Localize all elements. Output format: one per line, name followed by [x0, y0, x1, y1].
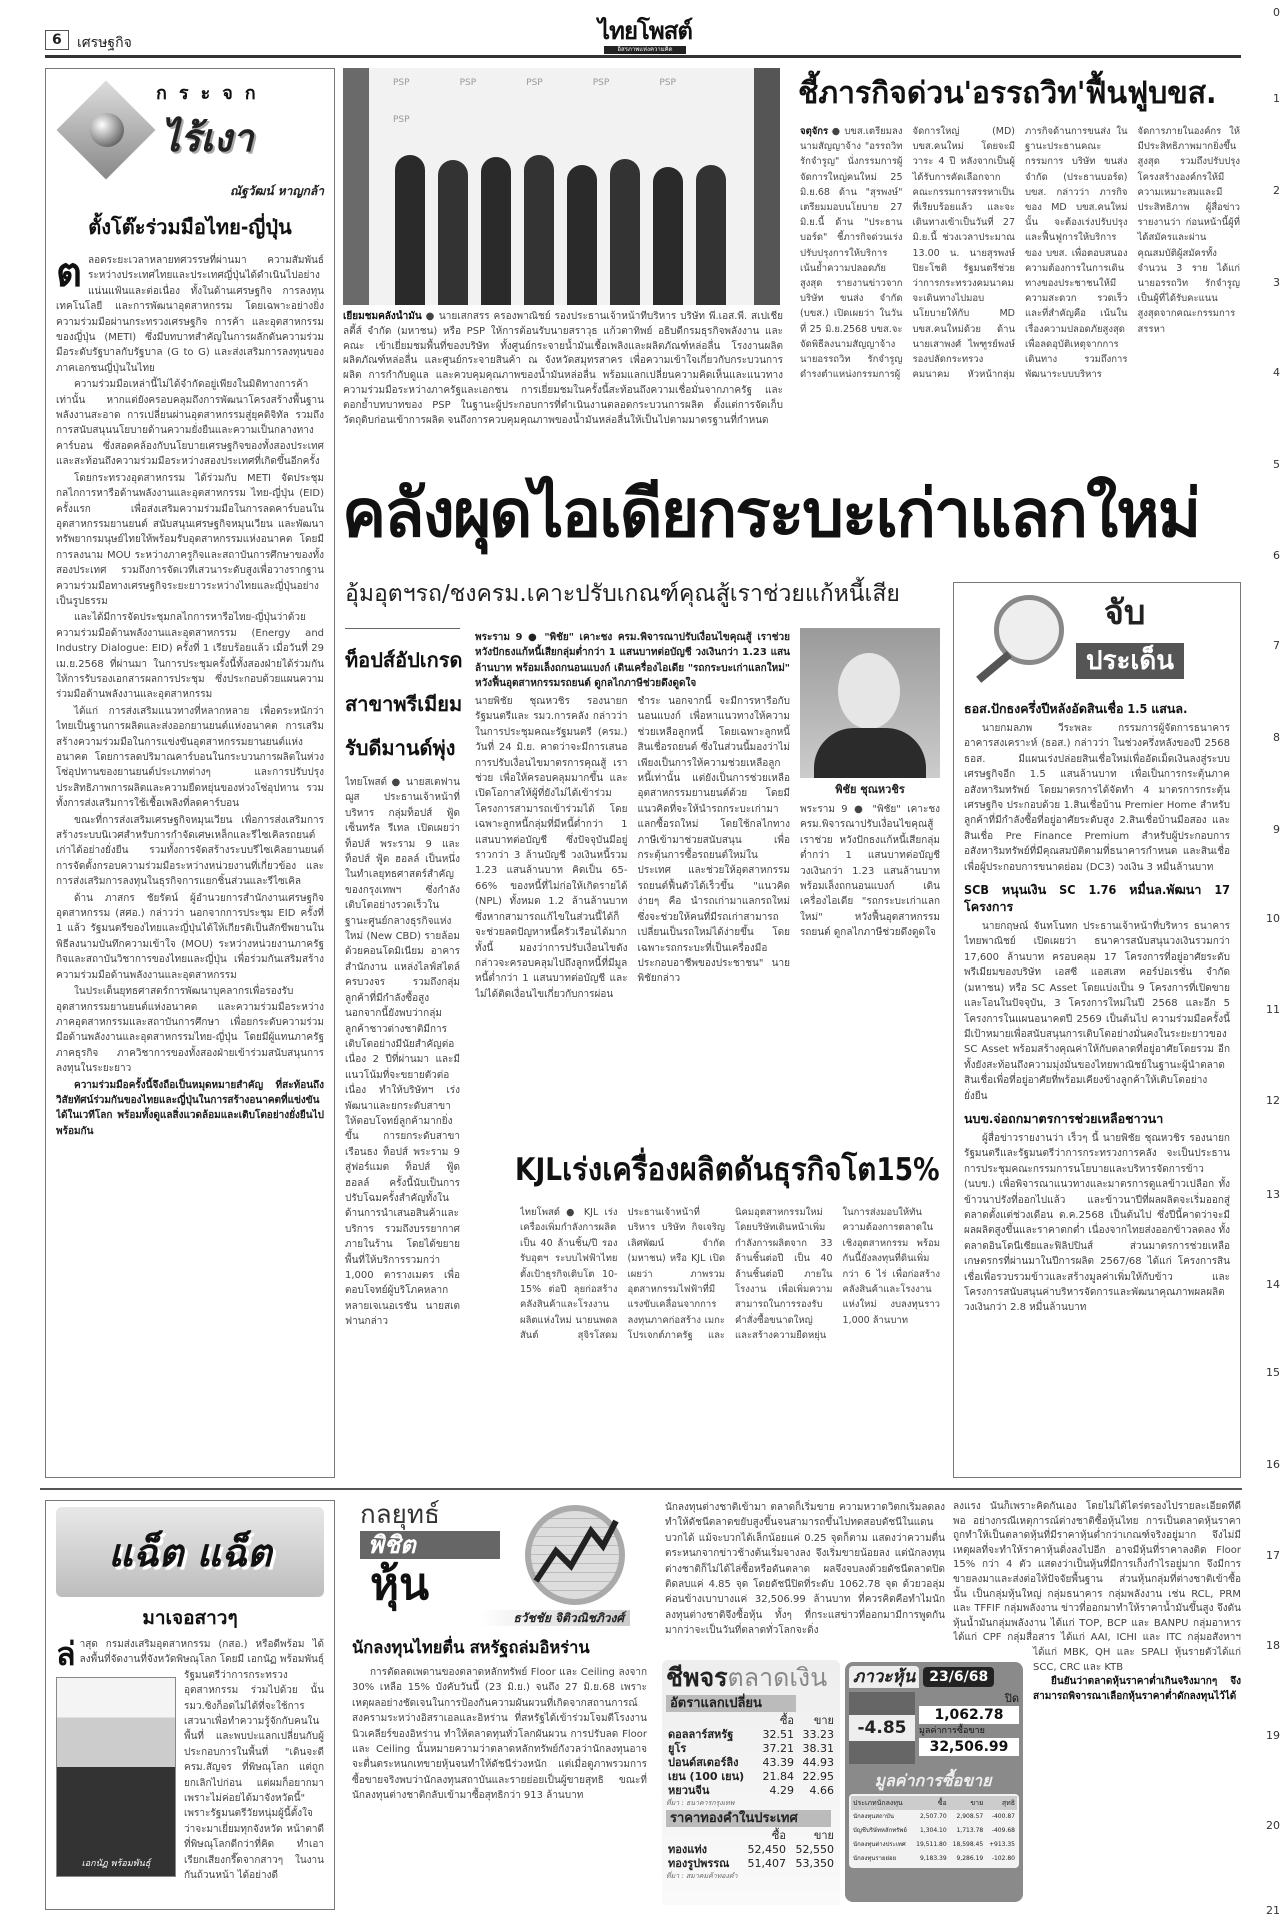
paragraph: ลอดระยะเวลาหลายทศวรรษที่ผ่านมา ความสัมพันธ์ระหว่างประเทศไทยและประเทศญี่ปุ่นได้ดำเนินไปอย่างแน่นแฟ้นและต่อเนื่อง ทั้งในด้านเศรษฐกิจ การลงทุน เทคโนโลยี และการพัฒนาอุตสาหกรรม โดยเฉพาะอย่างยิ่ง ความร่วมมือผ่านกระทรวงเศรษฐกิจ การค้า และอุตสาหกรรมของญี่ปุ่น (METI) ซึ่งมีบทบาทสำคัญในการผลักดันความร่วมมือระดับรัฐบาลกับรัฐบาล (G to G) และส่งเสริมการลงทุนของภาคเอกชนญี่ปุ่นในไทย: [56, 255, 324, 374]
gold-source: ที่มา : สมาคมค้าทองคำ: [666, 1872, 738, 1880]
paragraph: ได้แก่ การส่งเสริมแนวทางที่หลากหลาย เพื่อตระหนักว่าไทยเป็นฐานการผลิตและส่งออกยานยนต์แห่งอนาคต การเสริมสร้างความร่วมมือในการแข่งขันอุตสาหกรรมยานยนต์แห่งอนาคต โดยการลดปริมาณคาร์บอนในกระบวนการผลิตในห่วงโซ่อุปทานของยานยนต์ประเภทต่างๆ และการปรับปรุงประสิทธิภาพการผลิตและความยืดหยุ่นของห่วงโซ่อุปทาน รวมทั้งการส่งเสริมการใช้เชื้อเพลิงที่ลดคาร์บอน: [56, 705, 324, 810]
col-sell: ขาย: [813, 1714, 834, 1727]
item-body: ผู้สื่อข่าวรายงานว่า เร็วๆ นี้ นายพิชัย ชุณหวชิร รองนายกรัฐมนตรีและรัฐมนตรีว่าการกระทรวงการคลัง จะเป็นประธานการประชุมคณะกรรมการนโยบายและบริหารจัดการข้าว (นบข.) เพื่อพิจารณาแนวทางและมาตรการดูแลข้าวเปลือก ทั้งข้าวนาปรังที่ออกไปแล้ว และข้าวนาปีที่ผลผลิตจะเริ่มออกสู่ตลาดตั้งแต่ช่วงเดือน ต.ค.2568 เป็นต้นไป ซึ่งปีนี้คาดว่าจะมีผลผลิตสูงขึ้นและราคาตกต่ำ เนื่องจากไทยส่งออกข้าวลดลง ทั้งตลาดอินโดนีเซียและฟิลิปปินส์ ส่วนมาตรการช่วยเหลือเกษตรกรที่ผ่านมาในปีการผลิต 2567/68 ได้แก่ โครงการสินเชื่อเพื่อรวบรวมข้าวและสร้างมูลค่าเพิ่มให้กับข้าว และโครงการสนับสนุนค่าบริหารจัดการและพัฒนาคุณภาพผลผลิต วงเงินกว่า 2.8 หมื่นล้านบาท: [964, 1132, 1230, 1314]
item-body: นายกมลภพ วีระพละ กรรมการผู้จัดการธนาคารอาคารสงเคราะห์ (ธอส.) กล่าวว่า ในช่วงครึ่งหลังของปี 2568 ธอส. มีแผนเร่งปล่อยสินเชื่อใหม่เพื่ออัดเม็ดเงินลงสู่ระบบเศรษฐกิจอีก 1.5 แสนล้านบาท เพื่อเป็นการกระตุ้นภาคอสังหาริมทรัพย์ โดยมาตรการได้จัดทำ 4 มาตรการกระตุ้นเศรษฐกิจ ประกอบด้วย 1.สินเชื่อบ้าน Premier Home สำหรับลูกค้าที่มีกำลังซื้อที่อยู่อาศัยระดับสูง 2.สินเชื่อบ้านมือสอง และสินเชื่อ Pre Finance Premium สำหรับผู้ประกอบการอสังหาริมทรัพย์ที่มีคุณสมบัติตามที่ธนาคารกำหนด และสินเชื่อเพื่อผู้ประกอบการขนาดย่อม (DC3) วงเงิน 3 หมื่นล้านบาท: [964, 723, 1230, 873]
ruler-mark: 6: [1273, 549, 1280, 562]
fx-row: ปอนด์สเตอร์ลิง 43.39 44.93: [668, 1756, 834, 1769]
ruler-mark: 19: [1266, 1729, 1280, 1742]
ruler-mark: 14: [1266, 1278, 1280, 1291]
lead-subheadline: อุ้มอุตฯรถ/ชงครม.เคาะปรับเกณฑ์คุณสู้เราช่วยแก้หนี้เสีย: [345, 581, 900, 607]
section-name: เศรษฐกิจ: [77, 35, 132, 51]
ruler-mark: 5: [1273, 458, 1280, 471]
stock-strategy-body: [352, 1665, 647, 1910]
fx-source: ที่มา : ธนาคารกรุงเทพ: [666, 1799, 735, 1807]
fx-row: เยน (100 เยน) 21.84 22.95: [668, 1770, 834, 1783]
market-title: ภาวะหุ้น: [849, 1666, 919, 1688]
gold-heading: ราคาทองคำในประเทศ: [666, 1810, 831, 1827]
story-text: การตัดลดเพดานของตลาดหลักทรัพย์ Floor และ Ceiling ลงจาก 30% เหลือ 15% บังคับวันนี้ (23 มิ.ย.) จนถึง 27 มิ.ย.68 เพราะเหตุผลอย่างชัดเจนในการป้องกันความผันผวนที่เกิดจากสถานการณ์สงครามระหว่างอิสราเอลและอิหร่าน ที่สหรัฐได้เข้าร่วมโจมตีโรงงานนิวเคลียร์ของอิหร่าน ทำให้ตลาดทุนทั่วโลกผันผวน การปรับลด Floor และ Ceiling นั้นหมายความว่าตลาดหลักทรัพย์กังวลว่านักลงทุนอาจจะตื่นตระหนกเทขายหุ้นจนทำให้ดัชนีร่วงหนัก แต่เมื่อดูภาพรวมการซื้อขายจริงพบว่านักลงทุนสถาบันและรายย่อยเป็นผู้ขายสุทธิ ขณะที่นักลงทุนต่างชาติกลับเข้ามาซื้อสุทธิกว่า 913 ล้านบาท: [352, 1667, 647, 1802]
column-logo-top: กระจก: [156, 83, 268, 104]
ruler-mark: 2: [1273, 184, 1280, 197]
stock-strategy-logo: [350, 1500, 650, 1628]
index-change: [849, 1692, 915, 1764]
trade-value: 32,506.99: [919, 1738, 1019, 1756]
chet-chet-title: มาเจอสาวๆ: [142, 1607, 238, 1629]
column-jab-prakden: [953, 582, 1241, 1478]
paragraph: ในประเด็นยุทธศาสตร์การพัฒนาบุคลากรเพื่อรองรับอุตสาหกรรมยานยนต์แห่งอนาคต และความร่วมมือระหว่างภาคอุตสาหกรรมและสถาบันการศึกษา เพื่อยกระดับความร่วมมือด้านพลังงานและอุตสาหกรรมไทย-ญี่ปุ่น โดยมีผู้แทนภาครัฐภาคธุรกิจ ภาควิชาการของทั้งสองฝ่ายเข้าร่วมสนับสนุนการลงทุนในระยะยาว: [56, 986, 324, 1075]
chet-chet-logo: [56, 1507, 324, 1597]
photo-caption: เอกนัฏ พร้อมพันธุ์: [81, 1858, 151, 1869]
psp-logo: PSP: [526, 78, 543, 88]
paragraph: ขณะที่การส่งเสริมเศรษฐกิจหมุนเวียน เพื่อการส่งเสริมการสร้างระบบนิเวศสำหรับการกำจัดเศษเหล็กและรีไซเคิลรถยนต์เก่าได้อย่างยั่งยืน รวมทั้งการจัดสร้างระบบรีไซเคิลยานยนต์ การจัดตั้งกรอบความร่วมมือระหว่างหน่วยงานที่เกี่ยวข้อง และการส่งเสริมการลงทุนในธุรกิจการแยกชิ้นส่วนและรีไซเคิล: [56, 814, 324, 888]
jab-prakden-logo: [964, 591, 1230, 696]
value-label: มูลค่าการซื้อขาย: [919, 1726, 985, 1736]
market-date: 23/6/68: [923, 1667, 994, 1687]
logo-bottom-text: ประเด็น: [1076, 643, 1184, 679]
stock-chart-icon: [525, 1505, 625, 1605]
investor-table-title: มูลค่าการซื้อขาย: [874, 1771, 992, 1790]
drop-cap: ล่: [56, 1637, 76, 1673]
ruler-mark: 9: [1273, 823, 1280, 836]
psp-logo: PSP: [393, 78, 410, 88]
magnifier-handle: [976, 651, 1012, 683]
psp-logo: PSP: [659, 78, 676, 88]
column-logo-bottom: ไร้เงา: [161, 116, 254, 160]
masthead-tagline: อิสรภาพแห่งความคิด: [604, 46, 686, 54]
page-header: [45, 17, 1241, 58]
money-pulse-box: [662, 1660, 840, 1905]
logo-top-text: กลยุทธ์: [360, 1500, 440, 1530]
item-title: ธอส.ปักธงครึ่งปีหลังอัดสินเชื่อ 1.5 แสนล.: [964, 701, 1188, 716]
ruler-mark: 3: [1273, 276, 1280, 289]
ruler-mark: 18: [1266, 1639, 1280, 1652]
story-text: พระราม 9 ● "พิชัย" เคาะชง ครม.พิจารณาปรับเงื่อนไขคุณสู้ เราช่วย หวังปักธงแก้หนี้เสียกลุ่มต่ำกว่า 1 แสนบาทต่อบัญชี วงเงินกว่า 1.23 แสนล้านบาท พร้อมเล็งถกนอนแบงก์ เดินเครื่องไอเดีย "รถกระบะเก่าแลกใหม่" หวังฟื้นอุตสาหกรรมรถยนต์ ดูกลไกภาษีช่วยดึงดูดใจ: [800, 804, 940, 939]
story-text: ไทยโพสต์ ● KJL เร่งเครื่องเพิ่มกำลังการผลิตเป็น 40 ล้านชิ้น/ปี รองรับอุตฯ ระบบไฟฟ้าไทย ตั้งเป้าธุรกิจเติบโต 10-15% ต่อปี ลุยก่อสร้างคลังสินค้าและโรงงานผลิตแห่งใหม่ นายนพดลสันต์ สุจิรโสดม ประธานเจ้าหน้าที่บริหาร บริษัท กิจเจริญ เลิศพัฒน์ จำกัด (มหาชน) หรือ KJL เปิดเผยว่า ภาพรวมอุตสาหกรรมไฟฟ้าที่มีแรงขับเคลื่อนจากการลงทุนภาคก่อสร้าง เมกะโปรเจกต์ภาครัฐ และนิคมอุตสาหกรรมใหม่ โดยบริษัทเดินหน้าเพิ่มกำลังการผลิตจาก 33 ล้านชิ้นต่อปี เป็น 40 ล้านชิ้นต่อปี ภายในโรงงาน เพื่อเพิ่มความสามารถในการรองรับคำสั่งซื้อขนาดใหญ่ และสร้างความยืดหยุ่นในการส่งมอบให้ทันความต้องการตลาดในเชิงอุตสาหกรรม พร้อมกันนี้ยังลงทุนที่ดินเพิ่มกว่า 6 ไร่ เพื่อก่อสร้างคลังสินค้าและโรงงานแห่งใหม่ งบลงทุนราว 1,000 ล้านบาท: [520, 1207, 940, 1342]
paragraph: โดยกระทรวงอุตสาหกรรม ได้ร่วมกับ METI จัดประชุมกลไกการหารือด้านพลังงานและอุตสาหกรรม ไทย-ญี่ปุ่น (EID) ครั้งแรก เพื่อส่งเสริมความร่วมมือในการลดคาร์บอนในอุตสาหกรรมยานยนต์ สนับสนุนเศรษฐกิจหมุนเวียน และพัฒนาทรัพยากรมนุษย์ไทยให้พร้อมรับอุตสาหกรรมแห่งอนาคต โดยมีการลงนาม MOU ระหว่างภาครูกิจและสถาบันการศึกษาของทั้งสองประเทศ รวมถึงการจัดเวทีเสวนาระดับสูงเพื่อวางรากฐานความร่วมมือทางเศรษฐกิจระยะยาวระหว่างไทยและญี่ปุ่นอย่างเป็นรูปธรรม: [56, 472, 324, 607]
story-text: ไทยโพสต์ ● นายสเตฟาน ฌูส ประธานเจ้าหน้าที่บริหาร กลุ่มท็อปส์ ฟู้ด เซ็นทรัล รีเทล เปิดเผยว่า ท็อปส์ พระราม 9 และ ท็อปส์ ฟู้ด ฮอลล์ เป็นหนึ่งในทำเลยุทธศาสตร์สำคัญของกรุงเทพฯ ซึ่งกำลังเติบโตอย่างรวดเร็วในฐานะศูนย์กลางธุรกิจแห่งใหม่ (New CBD) รายล้อมด้วยคอนโดมิเนียม อาคารสำนักงาน แหล่งไลฟ์สไตล์ครบวงจร รวมถึงกลุ่มลูกค้าที่มีกำลังซื้อสูง นอกจากนี้ยังพบว่ากลุ่มลูกค้าชาวต่างชาติมีการเติบโตอย่างมีนัยสำคัญต่อเนื่อง 2 ปีที่ผ่านมา และมีแนวโน้มที่จะขยายตัวต่อเนื่อง ทำให้บริษัทฯ เร่งพัฒนาและยกระดับสาขาให้ตอบโจทย์ลูกค้ามากยิ่งขึ้น การยกระดับสาขาเรือนธง ท็อปส์ พระราม 9 สู่ฟอร์แมต ท็อปส์ ฟู้ด ฮอลล์ ครั้งนี้นับเป็นการปรับโฉมครั้งสำคัญทั้งในด้านการนำเสนอสินค้าและบริการ รวมถึงบรรยากาศภายในร้าน โดยได้ขยายพื้นที่ให้บริการรวมกว่า 1,000 ตารางเมตร เพื่อตอบโจทย์ผู้บริโภคหลากหลายเจเนอเรชัน นายสเตฟานกล่าว: [345, 777, 460, 1328]
masthead-logo: [590, 16, 700, 54]
ruler-mark: 10: [1266, 912, 1280, 925]
caption-text: นายเสกสรร ครองพาณิชย์ รองประธานเจ้าหน้าที่บริหาร บริษัท พี.เอส.พี. สเปเชียลตี้ส์ จำกัด (มหาชน) หรือ PSP ให้การต้อนรับนายสราวุธ แก้วตาทิพย์ อธิบดีกรมธุรกิจพลังงาน และคณะ เข้าเยี่ยมชมพื้นที่ของบริษัท ทั้งศูนย์กระจายน้ำมันเชื้อเพลิงและผลิตภัณฑ์หล่อลื่น โรงงานผลิตผลิตภัณฑ์หล่อลื่น และศูนย์กระจายสินค้า ณ จังหวัดสมุทรสาคร เพื่อความเข้าใจเกี่ยวกับกระบวนการผลิต การกำกับดูแล และควบคุมคุณภาพของน้ำมันหล่อลื่น พร้อมแลกเปลี่ยนความคิดเห็นและแนวทางความร่วมมือระหว่างภาครัฐและเอกชน การเยี่ยมชมในครั้งนี้สะท้อนถึงความเชื่อมั่นจากภาครัฐ และตอกย้ำบทบาทของ PSP ในฐานะผู้ประกอบการที่ดำเนินงานตลอดกระบวนการผลิต ตั้งแต่การจัดเก็บวัตถุดิบก่อนเข้าการผลิต จนถึงการควบคุมคุณภาพของน้ำมันหล่อลื่นให้เป็นไปตามมาตรฐานที่กำหนด: [343, 311, 783, 426]
ruler-mark: 12: [1266, 1094, 1280, 1107]
portrait-photo: [800, 628, 940, 778]
col-buy: ซื้อ: [771, 1829, 786, 1842]
psp-logo: PSP: [459, 78, 477, 88]
tops-headline-line: รับดีมานด์พุ่ง: [345, 736, 456, 760]
stock-strategy-title: นักลงทุนไทยตื่น สหรัฐถล่มอิหร่าน: [352, 1638, 590, 1657]
fx-row: ดอลลาร์สหรัฐ 32.51 33.23: [668, 1728, 834, 1741]
chet-chet-logo-text: แฉ็ต แฉ็ต: [108, 1530, 272, 1575]
drop-cap: ต: [56, 253, 82, 296]
portrait-caption: พิชัย ชุณหวชิร: [835, 783, 905, 796]
photo-caption: เยี่ยมชมคลังน้ำมัน ● นายเสกสรร ครองพาณิชย์ รองประธานเจ้าหน้าที่บริหาร บริษัท พี.เอส.พี. สเปเชียลตี้ส์ จำกัด (มหาชน) หรือ PSP ให้การต้อนรับนายสราวุธ แก้วตาทิพย์ อธิบดีกรมธุรกิจพลังงาน และคณะ เข้าเยี่ยมชมพื้นที่ของบริษัท ทั้งศูนย์กระจายน้ำมันเชื้อเพลิงและผลิตภัณฑ์หล่อลื่น โรงงานผลิตผลิตภัณฑ์หล่อลื่น และศูนย์กระจายสินค้า ณ จังหวัดสมุทรสาคร เพื่อความเข้าใจเกี่ยวกับกระบวนการผลิต การกำกับดูแล และควบคุมคุณภาพของน้ำมันหล่อลื่น พร้อมแลกเปลี่ยนความคิดเห็นและแนวทางความร่วมมือระหว่างภาครัฐและเอกชน การเยี่ยมชมในครั้งนี้สะท้อนถึงความเชื่อมั่นจากภาครัฐ และตอกย้ำบทบาทของ PSP ในฐานะผู้ประกอบการที่ดำเนินงานตลอดกระบวนการผลิต ตั้งแต่การจัดเก็บวัตถุดิบก่อนเข้าการผลิต จนถึงการควบคุมคุณภาพของน้ำมันหล่อลื่นให้เป็นไปตามมาตรฐานที่กำหนด: [343, 311, 783, 426]
lead-intro: [475, 630, 790, 692]
close-label: ปิด: [1004, 1692, 1019, 1705]
lead-intro-text: พระราม 9 ● "พิชัย" เคาะชง ครม.พิจารณาปรับเงื่อนไขคุณสู้ เราช่วย หวังปักธงแก้หนี้เสียกลุ่มต่ำกว่า 1 แสนบาทต่อบัญชี วงเงินกว่า 1.23 แสนล้านบาท พร้อมเล็งถกนอนแบงก์ เดินเครื่องไอเดีย "รถกระบะเก่าแลกใหม่" หวังฟื้นอุตสาหกรรมรถยนต์ ดูกลไกภาษีช่วยดึงดูดใจ: [475, 632, 790, 690]
stock-strategy-body-2: [665, 1500, 945, 1656]
fx-heading: อัตราแลกเปลี่ยน: [666, 1695, 796, 1712]
tops-headline-line: สาขาพรีเมียม: [345, 692, 463, 716]
ruler-mark: 21: [1266, 1904, 1280, 1917]
column-author: ณัฐวัฒน์ หาญกล้า: [230, 184, 324, 198]
ruler-mark: 7: [1273, 639, 1280, 652]
globe-icon: [90, 113, 124, 147]
ruler-mark: 15: [1266, 1366, 1280, 1379]
paragraph: ความร่วมมือเหล่านี้ไม่ได้จำกัดอยู่เพียงในมิติทางการค้าเท่านั้น หากแต่ยังครอบคลุมถึงการพัฒนาโครงสร้างพื้นฐาน พลังงานสะอาด การเปลี่ยนผ่านอุตสาหกรรมสู่ยุคดิจิทัล รวมถึงการสนับสนุนนโยบายด้านความยั่งยืนและความเป็นกลางทางคาร์บอน ซึ่งสอดคล้องกับนโยบายเศรษฐกิจของทั้งสองประเทศ และสะท้อนถึงความร่วมมือระหว่างสองประเทศที่เกิดขึ้นอีกครั้ง: [56, 379, 324, 468]
story-bks-body: จตุจักร ● บขส.เตรียมลงนามสัญญาจ้าง "อรรถวิท รักจำรูญ" นั่งกรรมการผู้จัดการใหญ่คนใหม่ 25 มิ.ย.68 ด้าน "สุรพงษ์" เตรียมมอบนโยบาย 27 มิ.ย.นี้ ด้าน "ประธานบอร์ด" ชี้ภารกิจด่วนเร่งปรับปรุงการให้บริการ เน้นย้ำความปลอดภัยสูงสุด รายงานข่าวจากบริษัท ขนส่ง จำกัด (บขส.) เปิดเผยว่า ในวันที่ 25 มิ.ย.2568 บขส.จะจัดพิธีลงนามสัญญาจ้างนายอรรถวิท รักจำรูญ ดำรงตำแหน่งกรรมการผู้จัดการใหญ่ (MD) บขส.คนใหม่ โดยจะมีวาระ 4 ปี หลังจากเป็นผู้ได้รับการคัดเลือกจากคณะกรรมการสรรหาเป็นที่เรียบร้อยแล้ว และจะเดินทางเข้าเป็นวันที่ 27 มิ.ย.นี้ ช่วงเวลาประมาณ 13.00 น. นายสุรพงษ์ ปิยะโชติ รัฐมนตรีช่วยว่าการกระทรวงคมนาคม จะเดินทางไปมอบนโยบายให้กับ MD บขส.คนใหม่ด้วย ด้านนายเสาพงศ์ ไพฑูรย์พงษ์ รองปลัดกระทรวงคมนาคม หัวหน้ากลุ่มภารกิจด้านการขนส่ง ในฐานะประธานคณะกรรมการ บริษัท ขนส่ง จำกัด (ประธานบอร์ด) บขส. กล่าวว่า ภารกิจของ MD บขส.คนใหม่นั้น จะต้องเร่งปรับปรุงและฟื้นฟูการให้บริการของ บขส. เพื่อตอบสนองความต้องการในการเดินทางของประชาชนให้มีความสะดวก รวดเร็ว และที่สำคัญคือ เน้นในเรื่องความปลอดภัยสูงสุด เพื่อลดอุบัติเหตุจากการเดินทาง รวมถึงการพัฒนาระบบบริหารจัดการภายในองค์กร ให้มีประสิทธิภาพมากยิ่งขึ้น สูงสุด รวมถึงปรับปรุงโครงสร้างองค์กรให้มีความเหมาะสมและมีประสิทธิภาพ ผู้สื่อข่าวรายงานว่า ก่อนหน้านี้ผู้ที่ได้สมัครและผ่านคุณสมบัติผู้สมัครทั้งจำนวน 3 ราย ได้แก่ นายอรรถวิท รักจำรูญ เป็นผู้ที่ได้รับคะแนนสูงสุดจากคณะกรรมการสรรหา: [800, 126, 1240, 381]
story-text: นักลงทุนต่างชาติเข้ามา ตลาดก็เริ่มขาย ความหวาดวิตกเริ่มลดลง ทำให้ดัชนีตลาดขยับสูงขึ้นจนสามารถขึ้นไปทดสอบดัชนีในแดนบวกได้ แม้จะบวกได้เล็กน้อยแค่ 0.25 จุดก็ตาม แสดงว่าความตื่นตระหนกจากข่าวช้างต้นเริ่มจางลง จึงเริ่มขายน้อยลง แต่นักลงทุนต่างชาติก็ไม่ได้ไล่ซื้อหรือดันตลาด ผลจึงจบลงด้วยดัชนีตลาดปิดติดลบแค่ 4.85 จุด โดยดัชนีปิดที่ระดับ 1062.78 จุด ด้วยวอลุ่มค่อนข้างเบาบางแค่ 32,506.99 ล้านบาท ที่ควรคิดคือทำไมนักลงทุนต่างชาติจึงซื้อหุ้น ทั้งๆ ที่กระแสข่าวที่ออกมามีการพูดกันมากว่าจะเป็นวันที่ตลาดทั่วโลกจะดิ่ง: [665, 1502, 945, 1637]
item-body: นายกฤษณ์ จันทโนทก ประธานเจ้าหน้าที่บริหาร ธนาคารไทยพาณิชย์ เปิดเผยว่า ธนาคารสนับสนุนวงเงินรวมกว่า 17,600 ล้านบาท ครอบคลุม 17 โครงการที่อยู่อาศัยระดับพรีเมียมของบริษัท เอสซี แอสเสท คอร์ปอเรชั่น จำกัด (มหาชน) หรือ SC Asset โดยแบ่งเป็น 9 โครงการที่เปิดขายและโอนในปัจจุบัน, 3 โครงการใหม่ในปี 2568 และอีก 5 โครงการในแผนอนาคตปี 2569 เป็นต้นไป ความร่วมมือครั้งนี้มีเป้าหมายเพื่อสนับสนุนการเติบโตอย่างมั่นคงในระยะยาวของ SC Asset พร้อมสร้างคุณค่าให้กับตลาดที่อยู่อาศัยโดยรวม อีกทั้งยังสะท้อนถึงความมุ่งมั่นของไทยพาณิชย์ในฐานะผู้นำตลาดสินเชื่อเพื่อที่อยู่อาศัยที่พร้อมเคียงข้างลูกค้าให้เติบโตอย่างยั่งยืน: [964, 921, 1230, 1102]
column-title: ตั้งโต๊ะร่วมมือไทย-ญี่ปุ่น: [88, 215, 292, 239]
logo-big-text: หุ้น: [370, 1559, 430, 1610]
paragraph: และได้มีการจัดประชุมกลไกการหารือไทย-ญี่ปุ่นว่าด้วยความร่วมมือด้านพลังงานและอุตสาหกรรม (Energy and Industry Dialogue: EID) ครั้งที่ 1 เรียบร้อยแล้ว เมื่อวันที่ 29 เม.ย.2568 ที่ผ่านมา ในการประชุมครั้งนี้ทั้งสองฝ่ายได้ร่วมกันให้การรับรองเอกสารผลการประชุม ซึ่งประกอบด้วยแผนความร่วมมือด้านพลังงานและอุตสาหกรรม: [56, 612, 324, 701]
lead-body: [475, 694, 790, 1142]
investor-row: นักลงทุนรายย่อย 9,183.39 9,286.19 -102.80: [853, 1855, 1015, 1862]
divider: [345, 628, 460, 629]
logo-mid-text: พิชิต: [360, 1531, 500, 1559]
investor-row: นักลงทุนสถาบัน 2,507.70 2,908.57 -400.87: [853, 1813, 1015, 1820]
ruler-mark: 0: [1273, 6, 1280, 19]
gold-row: ทองแท่ง 52,450 52,550: [668, 1843, 834, 1856]
gold-table: [666, 1829, 836, 1871]
ruler-mark: 8: [1273, 731, 1280, 744]
gold-row: ทองรูปพรรณ 51,407 53,350: [668, 1857, 834, 1870]
closing-paragraph: ความร่วมมือครั้งนี้จึงถือเป็นหมุดหมายสำคัญ ที่สะท้อนถึงวิสัยทัศน์ร่วมกันของไทยและญี่ปุ่นในการสร้างอนาคตที่แข่งขันได้ในเวทีโลก พร้อมทั้งดูแลสิ่งแวดล้อมและเติบโตอย่างยั่งยืนไปพร้อมกัน: [56, 1079, 324, 1137]
lead-body-continued: [800, 802, 940, 1142]
ruler-mark: 1: [1273, 92, 1280, 105]
column-chet-chet: [45, 1500, 335, 1910]
ruler-mark: 13: [1266, 1188, 1280, 1201]
page-ruler: [1260, 0, 1286, 1920]
ruler-mark: 11: [1266, 1003, 1280, 1016]
story-text: ลงแรง นั่นก็เพราะคิดกันเอง โดยไม่ได้ไตร่ตรองไปรายละเอียดที่ดีพอ อย่างกรณีเหตุการณ์ต่างชาติซื้อหุ้นไทย การเป็นตลาดหุ้นราคาถูกทำให้เป็นตลาดหุ้นที่มีราคาหุ้นต่ำกว่าเกณฑ์จริงอยู่มาก จึงไม่มีเหตุผลที่จะทำให้ราคาหุ้นดิ่งลงไปอีก อาจมีหุ้นที่ราคาลงติด Floor 15% กว่า 4 ตัว แสดงว่าเป็นหุ้นที่มีการเก็งกำไรอยู่มาก จึงมีการขายลงมาและส่งต่อให้ปัจจัยพื้นฐาน ส่วนหุ้นกลุ่มที่ต่างชาติเข้าซื้อนั้น เป็นกลุ่มหุ้นใหญ่ กลุ่มธนาคาร กลุ่มพลังงาน เช่น RCL, PRM และ TFFIF กลุ่มพลังงาน ข่าวที่ออกมาทำให้ราคาน้ำมันขึ้นสูง จึงดันหุ้นน้ำมันกลุ่มพลังงาน ได้แก่ TOP, BCP และ BANPU กลุ่มอาหาร ได้แก่ CPF กลุ่มสื่อสาร ได้แก่ AAI, ICHI และ ITC กลุ่มอสังหาฯ ได้แก่ MBK, QH และ SPALI หุ้นรายตัวได้แก่ SCC, CRC และ KTB: [953, 1501, 1241, 1673]
item-title: SCB หนุนเงิน SC 1.76 หมื่นล.พัฒนา 17 โครงการ: [964, 882, 1230, 915]
page-number: 6: [45, 30, 69, 50]
fx-row: ยูโร 37.21 38.31: [668, 1742, 834, 1755]
logo-top-text: จับ: [1104, 593, 1146, 633]
fx-table: [666, 1714, 836, 1798]
money-pulse-title: [666, 1662, 836, 1694]
story-text: บขส.เตรียมลงนามสัญญาจ้าง "อรรถวิท รักจำรูญ" นั่งกรรมการผู้จัดการใหญ่คนใหม่ 25 มิ.ย.68 ด้าน "สุรพงษ์" เตรียมมอบนโยบาย 27 มิ.ย.นี้ ด้าน "ประธานบอร์ด" ชี้ภารกิจด่วนเร่งปรับปรุงการให้บริการ เน้นย้ำความปลอดภัยสูงสุด รายงานข่าวจากบริษัท ขนส่ง จำกัด (บขส.) เปิดเผยว่า ในวันที่ 25 มิ.ย.2568 บขส.จะจัดพิธีลงนามสัญญาจ้างนายอรรถวิท รักจำรูญ ดำรงตำแหน่งกรรมการผู้จัดการใหญ่ (MD) บขส.คนใหม่ โดยจะมีวาระ 4 ปี หลังจากเป็นผู้ได้รับการคัดเลือกจากคณะกรรมการสรรหาเป็นที่เรียบร้อยแล้ว และจะเดินทางเข้าเป็นวันที่ 27 มิ.ย.นี้ ช่วงเวลาประมาณ 13.00 น. นายสุรพงษ์ ปิยะโชติ รัฐมนตรีช่วยว่าการกระทรวงคมนาคม จะเดินทางไปมอบนโยบายให้กับ MD บขส.คนใหม่ด้วย ด้านนายเสาพงศ์ ไพฑูรย์พงษ์ รองปลัดกระทรวงคมนาคม หัวหน้ากลุ่มภารกิจด้านการขนส่ง ในฐานะประธานคณะกรรมการ บริษัท ขนส่ง จำกัด (ประธานบอร์ด) บขส. กล่าวว่า ภารกิจของ MD บขส.คนใหม่นั้น จะต้องเร่งปรับปรุงและฟื้นฟูการให้บริการของ บขส. เพื่อตอบสนองความต้องการในการเดินทางของประชาชนให้มีความสะดวก รวดเร็ว และที่สำคัญคือ เน้นในเรื่องความปลอดภัยสูงสุด เพื่อลดอุบัติเหตุจากการเดินทาง รวมถึงการพัฒนาระบบบริหารจัดการภายในองค์กร ให้มีประสิทธิภาพมากยิ่งขึ้น สูงสุด รวมถึงปรับปรุงโครงสร้างองค์กรให้มีความเหมาะสมและมีประสิทธิภาพ ผู้สื่อข่าวรายงานว่า ก่อนหน้านี้ผู้ที่ได้สมัครและผ่านคุณสมบัติผู้สมัครทั้งจำนวน 3 ราย ได้แก่ นายอรรถวิท รักจำรูญ เป็นผู้ที่ได้รับคะแนนสูงสุดจากคณะกรรมการสรรหา: [800, 126, 1240, 381]
column-krajok-rai-ngao: [45, 68, 335, 1478]
index-change-value: -4.85: [849, 1715, 915, 1741]
jab-prakden-body: [964, 696, 1230, 1466]
close-value: 1,062.78: [919, 1706, 1019, 1724]
chet-chet-body: [56, 1637, 324, 1907]
backdrop-logos: [393, 78, 723, 138]
investor-row: บัญชีบริษัทหลักทรัพย์ 1,304.10 1,713.78 -409.68: [853, 1827, 1015, 1834]
investor-row: นักลงทุนต่างประเทศ 19,511.80 18,598.45 +913.35: [853, 1841, 1015, 1848]
ruler-mark: 16: [1266, 1458, 1280, 1471]
caption-lead: เยี่ยมชมคลังน้ำมัน: [343, 311, 422, 322]
ruler-mark: 20: [1266, 1819, 1280, 1832]
ruler-mark: 17: [1266, 1549, 1280, 1562]
title-part: ตลาดเงิน: [727, 1663, 828, 1692]
politician-photo: [56, 1677, 176, 1877]
col-sell: ขาย: [813, 1829, 834, 1842]
investor-table: ประเภทนักลงทุน ซื้อ ขาย สุทธิ นักลงทุนสถาบัน 2,507.70 2,908.57 -400.87 บัญชีบริษัทหลักทรัพย์ 1,304.10 1,713.78 -409.68 นักลงทุนต่างประเทศ 19,511.80 18,598.45 +913.35 นักลงทุนรายย่อย 9,183.39 9,286.19 -102.80: [851, 1796, 1017, 1866]
dateline: จตุจักร: [800, 126, 829, 137]
column-author: ธวัชชัย จิติวณิชภิวงศ์: [480, 1610, 630, 1626]
paragraph: ด้าน ภาสกร ชัยรัตน์ ผู้อำนวยการสำนักงานเศรษฐกิจอุตสาหกรรม (สศอ.) กล่าวว่า นอกจากการประชุม EID ครั้งที่ 1 แล้ว รัฐมนตรีของไทยและญี่ปุ่นได้ให้เกียรติเป็นสักขีพยานในพิธีลงนามบันทึกความเข้าใจ (MOU) ระหว่างหน่วยงานภาครัฐกิจและสถาบันวิชาการของไทยและญี่ปุ่น เพื่อร่วมกันเสริมสร้างความร่วมมือด้านพลังงานและอุตสาหกรรม: [56, 892, 324, 981]
event-photo: [343, 68, 780, 305]
fx-row: หยวนจีน 4.29 4.66: [668, 1784, 834, 1797]
masthead-title: ไทยโพสต์: [598, 17, 692, 45]
item-title: นบข.จ่อถกมาตรการช่วยเหลือชาวนา: [964, 1110, 1164, 1126]
people-group: [388, 138, 733, 305]
story-text: นายพิชัย ชุณหวชิร รองนายกรัฐมนตรีและ รมว.การคลัง กล่าวว่า ในการประชุมคณะรัฐมนตรี (ครม.) วันที่ 24 มิ.ย. คาดว่าจะมีการเสนอการปรับเงื่อนไขมาตรการคุณสู้ เราช่วย เพื่อให้ครอบคลุมมากขึ้น และเปิดโอกาสให้ผู้ที่ยังไม่ได้เข้าร่วมโครงการสามารถเข้าร่วมได้ โดยเฉพาะลูกหนี้กลุ่มที่มีหนี้ต่ำกว่า 1 แสนบาทต่อบัญชี ซึ่งปัจจุบันมีอยู่ราวกว่า 3 ล้านบัญชี วงเงินหนี้รวม 1.23 แสนล้านบาท คิดเป็น 65-66% ของหนี้ที่ไม่ก่อให้เกิดรายได้ (NPL) ทั้งหมด 1.2 ล้านล้านบาท ซึ่งหากสามารถแก้ไขในส่วนนี้ได้ก็จะช่วยลดปัญหาหนี้ครัวเรือนได้มาก ทั้งนี้ มองว่าการปรับเงื่อนไขดังกล่าวจะครอบคลุมไปถึงลูกหนี้ที่มีมูลหนี้ต่ำกว่า 1 แสนบาทต่อบัญชี และไม่ได้ติดเงื่อนไขเกี่ยวกับการผ่อนชำระ นอกจากนี้ จะมีการหารือกับนอนแบงก์ เพื่อหาแนวทางให้ความช่วยเหลือลูกหนี้ โดยเฉพาะลูกหนี้สินเชื่อรถยนต์ ซึ่งในส่วนนี้มองว่าไม่เพียงเป็นการให้ความช่วยเหลือลูกหนี้เท่านั้น แต่ยังเป็นการช่วยเหลืออุตสาหกรรมยานยนต์ด้วย โดยมีแนวคิดที่จะให้นำรถกระบะเก่ามาแลกซื้อรถใหม่ โดยใช้กลไกทางภาษีเข้ามาช่วยสนับสนุน เพื่อกระตุ้นการซื้อรถยนต์ใหม่ในประเทศ และช่วยให้อุตสาหกรรมรถยนต์ฟื้นตัวได้เร็วขึ้น "แนวคิดง่ายๆ คือ นำรถเก่ามาแลกรถใหม่ ซึ่งจะช่วยให้คนที่มีรถเก่าสามารถเปลี่ยนเป็นรถใหม่ได้ง่ายขึ้น โดยเฉพาะรถกระบะที่เป็นเครื่องมือประกอบอาชีพของประชาชน" นายพิชัยกล่าว: [475, 696, 790, 1000]
tops-body: [345, 775, 460, 1475]
tops-headline: [345, 638, 463, 770]
closing-paragraph: ยืนยันว่าตลาดหุ้นราคาต่ำเกินจริงมากๆ จึงสามารถพิจารณาเลือกหุ้นราคาต่ำดักลงทุนไว้ได้: [1033, 1676, 1241, 1702]
psp-logo: PSP: [393, 115, 410, 125]
psp-logo: PSP: [592, 78, 610, 88]
column-logo: [56, 77, 324, 182]
column-body: [56, 253, 324, 1463]
story-text: าสุด กรมส่งเสริมอุตสาหกรรม (กสอ.) หรือดีพร้อม ได้ลงพื้นที่จัดงานที่จังหวัดพิษณุโลก โดยมี เอกนัฏ พร้อมพันธุ์ รัฐมนตรีว่าการกระทรวงอุตสาหกรรม ร่วมไปด้วย นั้น รมว.ซิงก็อดไม่ได้ที่จะใช้การเสวนาเพื่อทำความรู้จักกับคนในพื้นที่ และพบปะแลกเปลี่ยนกับผู้ประกอบการในพื้นที่ "เดินจะดี ครม.สัญจร ที่พิษณุโลก แต่ถูกยกเลิกไปก่อน แต่ผมก็อยากมา เพราะไม่ค่อยได้มาจังหวัดนี้" เพราะรัฐมนตรีวัยหนุ่มผู้นี้ตั้งใจว่าจะมาเยี่ยมทุกจังหวัด หน้าตาดี ที่พิษณุโลกดีกว่าที่คิด ทำเอาเรียกเสียงกรี๊ดจากสาวๆ ในงานกันถ้วนหน้า ได้อย่างดี: [79, 1639, 324, 1882]
lead-headline: คลังผุดไอเดียกระบะเก่าแลกใหม่: [342, 475, 1200, 552]
section-divider: [40, 1488, 1242, 1490]
market-summary-box: [845, 1662, 1023, 1902]
headline-bks: ชี้ภารกิจด่วน'อรรถวิท'ฟื้นฟูบขส.: [798, 76, 1217, 111]
kjl-headline: KJLเร่งเครื่องผลิตดันธุรกิจโต15%: [515, 1152, 940, 1188]
col-buy: ซื้อ: [779, 1714, 795, 1727]
ruler-mark: 4: [1273, 366, 1280, 379]
kjl-body: [520, 1205, 940, 1475]
title-part: ชีพจร: [666, 1663, 728, 1692]
tops-headline-line: ท็อปส์อัปเกรด: [345, 648, 463, 672]
